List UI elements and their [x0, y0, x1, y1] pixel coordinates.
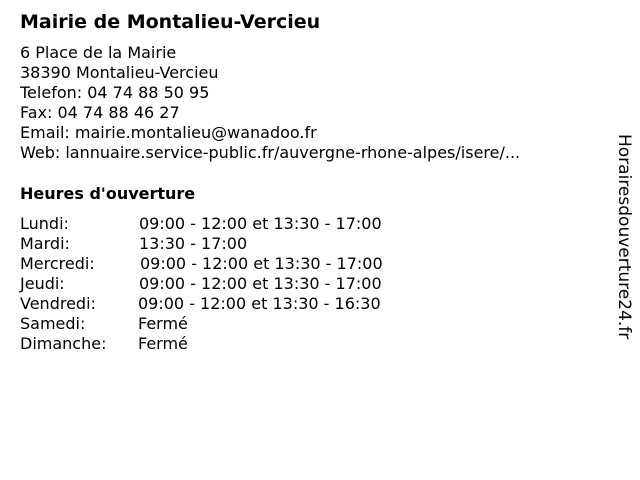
address-city: 38390 Montalieu-Vercieu [20, 63, 219, 82]
time-value: 13:30 - 17:00 [139, 234, 248, 253]
contact-block [20, 43, 520, 163]
address-street: 6 Place de la Mairie [20, 43, 177, 62]
page-title: Mairie de Montalieu-Vercieu [20, 11, 321, 33]
day-label: Mardi: [20, 234, 70, 253]
email-address: Email: mairie.montalieu@wanadoo.fr [20, 123, 317, 142]
time-value: 09:00 - 12:00 et 13:30 - 17:00 [140, 254, 383, 273]
time-value: Fermé [138, 334, 188, 353]
time-value: Fermé [138, 314, 188, 333]
phone-number: Telefon: 04 74 88 50 95 [20, 83, 210, 102]
site-watermark: Horairesdouverture24.fr [614, 134, 634, 340]
day-label: Samedi: [20, 314, 86, 333]
hours-heading: Heures d'ouverture [20, 184, 196, 203]
time-value: 09:00 - 12:00 et 13:30 - 17:00 [139, 214, 382, 233]
fax-number: Fax: 04 74 88 46 27 [20, 103, 180, 122]
day-label: Lundi: [20, 214, 69, 233]
day-label: Mercredi: [20, 254, 95, 273]
day-label: Jeudi: [20, 274, 65, 293]
website-link: Web: lannuaire.service-public.fr/auvergne-rhone-alpes/isere/... [20, 143, 521, 162]
day-label: Dimanche: [20, 334, 107, 353]
day-label: Vendredi: [20, 294, 96, 313]
time-value: 09:00 - 12:00 et 13:30 - 16:30 [138, 294, 381, 313]
time-value: 09:00 - 12:00 et 13:30 - 17:00 [139, 274, 382, 293]
